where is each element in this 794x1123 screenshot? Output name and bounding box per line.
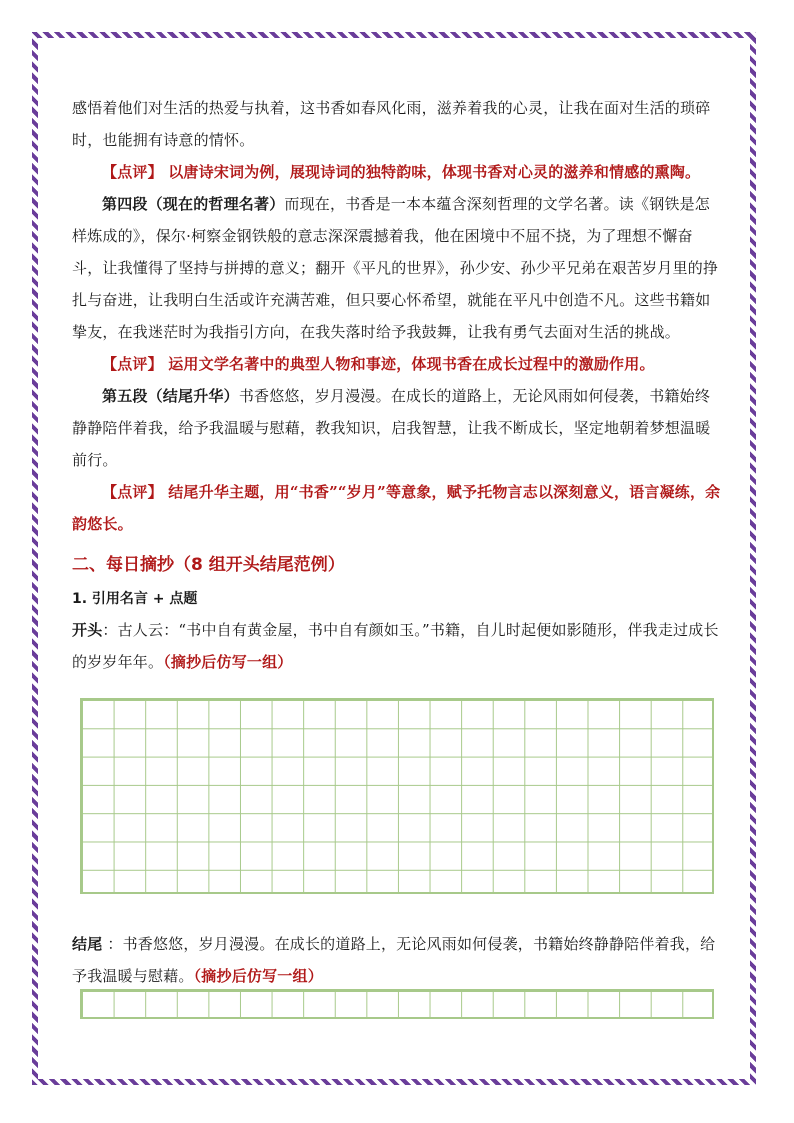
closing-label: 结尾 <box>72 935 103 953</box>
review-tag: 【点评】 <box>102 483 163 501</box>
review-text: 以唐诗宋词为例，展现诗词的独特韵味，体现书香对心灵的滋养和情感的熏陶。 <box>162 163 701 181</box>
document-body <box>72 92 722 678</box>
paragraph-text: 而现在，书香是一本本蕴含深刻哲理的文学名著。读《钢铁是怎样炼成的》，保尔·柯察金钢铁般的意志深深震撼着我，他在困境中不屈不挠，为了理想不懈奋斗，让我懂得了坚持与拼搏的意义；翻开《平凡的世界》，孙少安、孙少平兄弟在艰苦岁月里的挣扎与奋进，让我明白生活或许充满苦难，但只要心怀希望，就能在平凡中创造不凡。这些书籍如挚友，在我迷茫时为我指引方向，在我失落时给予我鼓舞，让我有勇气去面对生活的挑战。 <box>72 195 719 341</box>
opening-text: ：古人云：“书中自有黄金屋，书中自有颜如玉。”书籍，自儿时起便如影随形，伴我走过成长的岁岁年年。 <box>72 621 719 671</box>
paragraph-5 <box>72 380 722 476</box>
review-3 <box>72 156 722 188</box>
review-text: 结尾升华主题，用“书香”“岁月”等意象，赋予托物言志以深刻意义，语言凝练，余韵悠长。 <box>72 483 721 533</box>
review-5 <box>72 476 722 540</box>
paragraph-3-tail: 感悟着他们对生活的热爱与执着，这书香如春风化雨，滋养着我的心灵，让我在面对生活的琐碎时，也能拥有诗意的情怀。 <box>72 99 711 149</box>
writing-grid-opening[interactable] <box>80 698 714 894</box>
subsection-heading: 1. 引用名言 + 点题 <box>72 591 198 607</box>
paragraph-text: 书香悠悠，岁月漫漫。在成长的道路上，无论风雨如何侵袭，书籍始终静静陪伴着我，给予我温暖与慰藉，教我知识，启我智慧，让我不断成长，坚定地朝着梦想温暖前行。 <box>72 387 711 469</box>
section-heading: 二、每日摘抄（8 组开头结尾范例） <box>72 555 345 575</box>
closing-example-block <box>72 928 722 992</box>
paragraph-label: 第四段（现在的哲理名著） <box>102 195 285 213</box>
writing-grid-closing[interactable] <box>80 989 714 1019</box>
review-4 <box>72 348 722 380</box>
closing-example <box>72 928 722 992</box>
review-tag: 【点评】 <box>102 163 163 181</box>
opening-label: 开头 <box>72 621 103 639</box>
copy-note: （摘抄后仿写一组） <box>193 967 323 985</box>
opening-example <box>72 614 722 678</box>
closing-text: ：书香悠悠，岁月漫漫。在成长的道路上，无论风雨如何侵袭，书籍始终静静陪伴着我，给予我温暖与慰藉。 <box>72 935 716 985</box>
paragraph-4 <box>72 188 722 348</box>
copy-note: （摘抄后仿写一组） <box>163 653 293 671</box>
review-text: 运用文学名著中的典型人物和事迹，体现书香在成长过程中的激励作用。 <box>162 355 655 373</box>
paragraph-label: 第五段（结尾升华） <box>102 387 239 405</box>
review-tag: 【点评】 <box>102 355 163 373</box>
